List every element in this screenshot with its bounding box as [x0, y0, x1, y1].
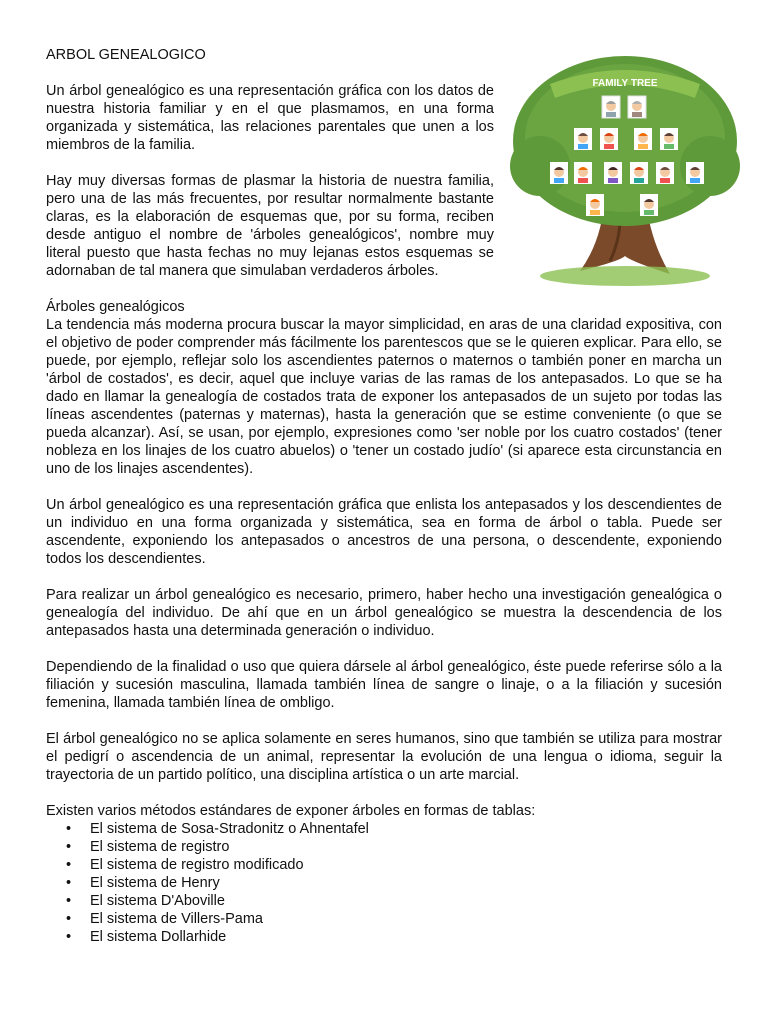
section-paragraph: Para realizar un árbol genealógico es necesario, primero, haber hecho una investigación genealógica o genealogía del individuo. De ahí que en un árbol genealógico se muestra la descendencia de los antepasados hasta una determinada generación o individuo.	[46, 587, 722, 639]
intro-paragraph: Un árbol genealógico es una representación gráfica con los datos de nuestra historia familiar y en el que plasmamos, en una forma organizada y sistemática, las relaciones parentales que unen a los miembros de la familia.	[46, 83, 494, 153]
list-item: • El sistema de Henry	[66, 874, 722, 892]
methods-list	[46, 820, 722, 946]
list-item: • El sistema de registro modificado	[66, 856, 722, 874]
family-tree-illustration	[510, 46, 740, 296]
family-tree-banner: FAMILY TREE	[592, 78, 658, 89]
list-item: • El sistema de Villers-Pama	[66, 910, 722, 928]
section-paragraph: La tendencia más moderna procura buscar la mayor simplicidad, en aras de una claridad expositiva, con el objetivo de poder comprender más fácilmente los parentescos que se le quieren explicar. Para ello, se puede, por ejemplo, reflejar solo los ascendientes paternos o maternos o también poner en marcha un 'árbol de costados', es decir, aquel que incluye varias de las ramas de los antepasados. Lo que se ha dado en llamar la genealogía de costados trata de exponer los antepasados de un sujeto por todas las líneas ascendentes (paternas y maternas), hasta la generación que se estime conveniente (o que se pueda alcanzar). Así, se usan, por ejemplo, expresiones como 'ser noble por los cuatro costados' (tener nobleza en los linajes de los cuatro abuelos) o 'tener un costado judío' (si aparece esta circunstancia en uno de los linajes ascendentes).	[46, 317, 722, 477]
document-page	[46, 46, 722, 946]
list-item: • El sistema Dollarhide	[66, 928, 722, 946]
document-title: ARBOL GENEALOGICO	[46, 47, 206, 63]
list-item: • El sistema de Sosa-Stradonitz o Ahnentafel	[66, 820, 722, 838]
list-item: • El sistema D'Aboville	[66, 892, 722, 910]
section-paragraph: Dependiendo de la finalidad o uso que quiera dársele al árbol genealógico, éste puede referirse sólo a la filiación y sucesión masculina, llamada también línea de sangre o linaje, o a la filiación y sucesión femenina, llamada también línea de ombligo.	[46, 659, 722, 711]
section-paragraph: El árbol genealógico no se aplica solamente en seres humanos, sino que también se utiliza para mostrar el pedigrí o ascendencia de un animal, representar la evolución de una lengua o idioma, seguir la trayectoria de un partido político, una disciplina artística o un arte marcial.	[46, 731, 722, 783]
section-paragraph: Un árbol genealógico es una representación gráfica que enlista los antepasados y los descendientes de un individuo en una forma organizada y sistemática, sea en forma de árbol o tabla. Puede ser ascendente, exponiendo los antepasados o ancestros de una persona, o descendente, exponiendo todos los descendientes.	[46, 497, 722, 567]
section-title: Árboles genealógicos	[46, 299, 185, 315]
intro-paragraph: Hay muy diversas formas de plasmar la historia de nuestra familia, pero una de las más frecuentes, por resultar normalmente bastante claras, es la elaboración de esquemas que, por su forma, reciben desde antiguo el nombre de 'árboles genealógicos', nombre muy literal puesto que hasta fechas no muy lejanas estos esquemas se adornaban de tal manera que simulaban verdaderos árboles.	[46, 173, 494, 279]
intro-text	[46, 82, 494, 298]
list-item: • El sistema de registro	[66, 838, 722, 856]
intro-section	[46, 78, 722, 298]
list-intro: Existen varios métodos estándares de exponer árboles en formas de tablas:	[46, 803, 536, 819]
